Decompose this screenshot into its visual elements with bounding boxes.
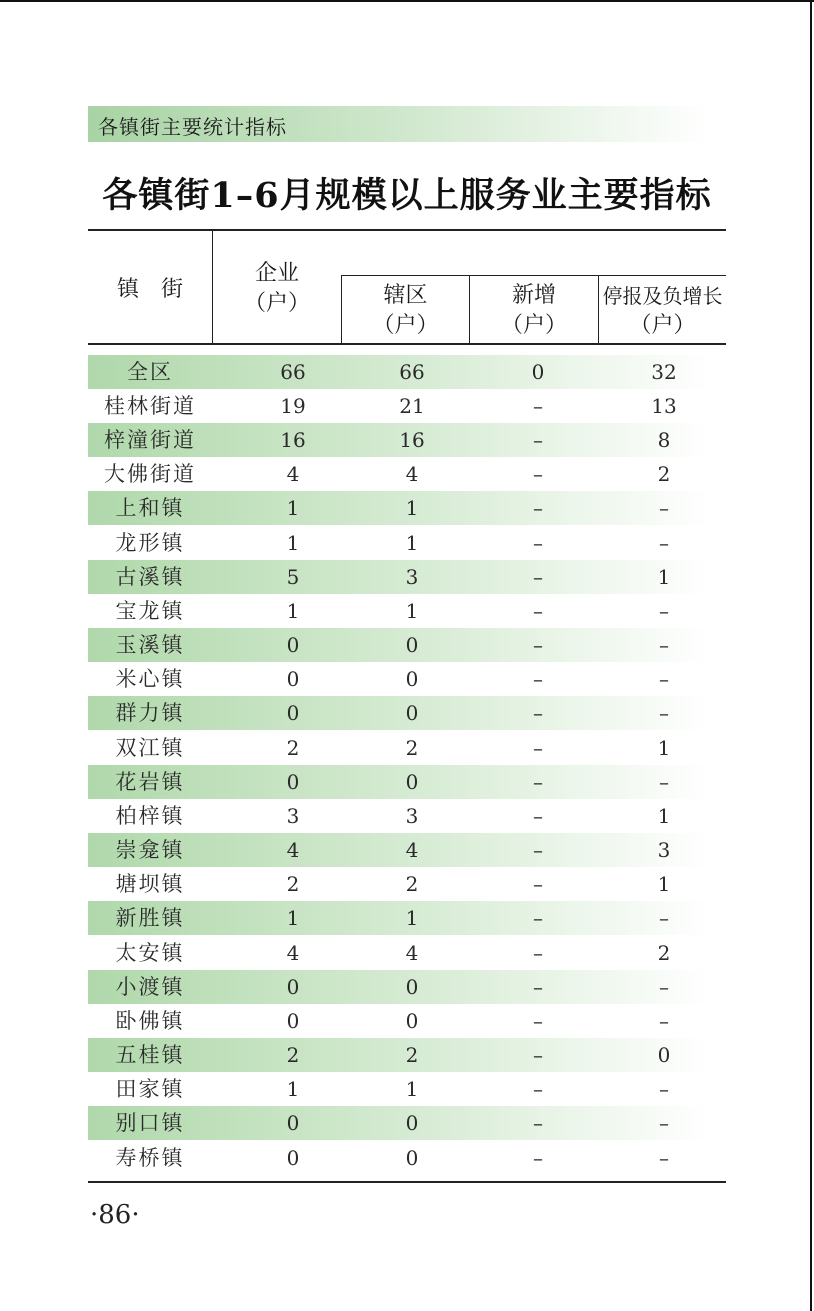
town-name: 田家镇 — [115, 1077, 185, 1101]
stopped-count: – — [659, 701, 669, 725]
town-name: 五桂镇 — [115, 1043, 185, 1067]
town-name: 桂林街道 — [104, 394, 196, 418]
town-name: 崇龛镇 — [115, 838, 185, 862]
district-count: 0 — [405, 1111, 419, 1135]
table-row — [88, 560, 710, 594]
town-name: 小渡镇 — [115, 975, 185, 999]
town-name: 塘坝镇 — [115, 872, 185, 896]
town-name: 玉溪镇 — [115, 633, 185, 657]
town-name: 全区 — [127, 360, 173, 384]
table-row — [88, 355, 710, 389]
district-count: 1 — [405, 599, 419, 623]
table-row — [88, 799, 710, 833]
page-top-border — [0, 0, 814, 2]
new-count: – — [533, 1077, 543, 1101]
stopped-count: – — [659, 599, 669, 623]
district-count: 0 — [405, 1146, 419, 1170]
stopped-count: 2 — [657, 941, 671, 965]
page-number: ·86· — [90, 1200, 140, 1230]
table-top-rule — [88, 229, 726, 231]
header-stopped-unit: （户） — [629, 313, 696, 338]
table-row — [88, 901, 710, 935]
header-new: 新增 — [511, 283, 556, 308]
town-name: 群力镇 — [115, 701, 185, 725]
district-count: 0 — [405, 633, 419, 657]
district-count: 0 — [405, 667, 419, 691]
table-row — [88, 423, 710, 457]
district-count: 0 — [405, 975, 419, 999]
enterprise-count: 0 — [286, 701, 300, 725]
table-row — [88, 833, 710, 867]
district-count: 2 — [405, 1043, 419, 1067]
stopped-count: – — [659, 975, 669, 999]
enterprise-count: 1 — [286, 496, 300, 520]
town-name: 梓潼街道 — [104, 428, 196, 452]
table-row — [88, 662, 710, 696]
section-header-band — [88, 106, 710, 142]
header-town: 镇 街 — [116, 277, 183, 302]
new-count: – — [533, 565, 543, 589]
table-row — [88, 1072, 710, 1106]
new-count: – — [533, 838, 543, 862]
district-count: 1 — [405, 531, 419, 555]
new-count: – — [533, 667, 543, 691]
new-count: – — [533, 1043, 543, 1067]
stopped-count: 0 — [657, 1043, 671, 1067]
stopped-count: – — [659, 906, 669, 930]
stopped-count: 1 — [657, 736, 671, 760]
district-count: 2 — [405, 872, 419, 896]
enterprise-count: 1 — [286, 1077, 300, 1101]
town-name: 柏梓镇 — [115, 804, 185, 828]
district-count: 0 — [405, 770, 419, 794]
enterprise-count: 16 — [280, 428, 306, 452]
enterprise-count: 0 — [286, 975, 300, 999]
table-row — [88, 491, 710, 525]
header-district-unit: （户） — [372, 313, 439, 338]
enterprise-count: 0 — [286, 633, 300, 657]
table-row — [88, 765, 710, 799]
stopped-count: 32 — [651, 360, 677, 384]
enterprise-count: 0 — [286, 770, 300, 794]
new-count: – — [533, 394, 543, 418]
district-count: 4 — [405, 462, 419, 486]
enterprise-count: 5 — [286, 565, 300, 589]
town-name: 卧佛镇 — [115, 1009, 185, 1033]
stopped-count: – — [659, 770, 669, 794]
town-name: 古溪镇 — [115, 565, 185, 589]
new-count: – — [533, 906, 543, 930]
table-row — [88, 1038, 710, 1072]
stopped-count: – — [659, 1146, 669, 1170]
enterprise-count: 0 — [286, 1009, 300, 1033]
district-count: 66 — [399, 360, 425, 384]
stopped-count: – — [659, 1111, 669, 1135]
enterprise-count: 2 — [286, 736, 300, 760]
stopped-count: 2 — [657, 462, 671, 486]
district-count: 16 — [399, 428, 425, 452]
enterprise-count: 1 — [286, 906, 300, 930]
subheader-rule — [341, 275, 726, 276]
town-name: 寿桥镇 — [115, 1146, 185, 1170]
new-count: – — [533, 975, 543, 999]
town-name: 双江镇 — [115, 736, 185, 760]
district-count: 3 — [405, 565, 419, 589]
town-name: 上和镇 — [115, 496, 185, 520]
town-name: 花岩镇 — [115, 770, 185, 794]
header-enterprise: 企业 — [254, 261, 299, 286]
table-row — [88, 1106, 710, 1140]
stopped-count: 1 — [657, 804, 671, 828]
enterprise-count: 1 — [286, 599, 300, 623]
district-count: 1 — [405, 906, 419, 930]
district-count: 1 — [405, 1077, 419, 1101]
new-count: – — [533, 1009, 543, 1033]
district-count: 0 — [405, 701, 419, 725]
table-row — [88, 457, 710, 491]
stopped-count: 1 — [657, 872, 671, 896]
town-name: 宝龙镇 — [115, 599, 185, 623]
table-bottom-rule — [88, 1181, 726, 1183]
stopped-count: – — [659, 667, 669, 691]
district-count: 3 — [405, 804, 419, 828]
table-row — [88, 1004, 710, 1038]
town-name: 米心镇 — [115, 667, 185, 691]
town-name: 大佛街道 — [104, 462, 196, 486]
enterprise-count: 0 — [286, 1146, 300, 1170]
table-row — [88, 389, 710, 423]
new-count: – — [533, 633, 543, 657]
district-count: 4 — [405, 941, 419, 965]
enterprise-count: 0 — [286, 667, 300, 691]
table-row — [88, 628, 710, 662]
district-count: 1 — [405, 496, 419, 520]
stopped-count: 3 — [657, 838, 671, 862]
town-name: 龙形镇 — [115, 531, 185, 555]
stopped-count: – — [659, 496, 669, 520]
stopped-count: 8 — [657, 428, 671, 452]
table-row — [88, 594, 710, 628]
enterprise-count: 0 — [286, 1111, 300, 1135]
new-count: – — [533, 531, 543, 555]
table-row — [88, 526, 710, 560]
enterprise-count: 19 — [280, 394, 306, 418]
town-name: 太安镇 — [115, 941, 185, 965]
enterprise-count: 66 — [280, 360, 306, 384]
district-count: 4 — [405, 838, 419, 862]
new-count: – — [533, 872, 543, 896]
stopped-count: – — [659, 633, 669, 657]
table-row — [88, 1141, 710, 1175]
district-count: 0 — [405, 1009, 419, 1033]
stopped-count: 1 — [657, 565, 671, 589]
new-count: – — [533, 736, 543, 760]
new-count: 0 — [531, 360, 545, 384]
new-count: – — [533, 770, 543, 794]
enterprise-count: 4 — [286, 838, 300, 862]
town-name: 新胜镇 — [115, 906, 185, 930]
new-count: – — [533, 941, 543, 965]
table-row — [88, 867, 710, 901]
table-row — [88, 731, 710, 765]
new-count: – — [533, 462, 543, 486]
new-count: – — [533, 804, 543, 828]
district-count: 2 — [405, 736, 419, 760]
stopped-count: – — [659, 1009, 669, 1033]
enterprise-count: 1 — [286, 531, 300, 555]
table-row — [88, 970, 710, 1004]
new-count: – — [533, 496, 543, 520]
enterprise-count: 4 — [286, 462, 300, 486]
enterprise-count: 2 — [286, 1043, 300, 1067]
enterprise-count: 2 — [286, 872, 300, 896]
new-count: – — [533, 1111, 543, 1135]
header-enterprise-unit: （户） — [243, 291, 310, 316]
table-title: 各镇街1–6月规模以上服务业主要指标 — [102, 175, 712, 216]
header-bottom-rule — [88, 343, 726, 345]
new-count: – — [533, 1146, 543, 1170]
header-stopped: 停报及负增长 — [602, 284, 723, 308]
district-count: 21 — [399, 394, 425, 418]
section-label: 各镇街主要统计指标 — [98, 115, 287, 139]
new-count: – — [533, 701, 543, 725]
enterprise-count: 3 — [286, 804, 300, 828]
header-district: 辖区 — [383, 283, 428, 308]
enterprise-count: 4 — [286, 941, 300, 965]
table-row — [88, 936, 710, 970]
table-row — [88, 696, 710, 730]
stopped-count: – — [659, 531, 669, 555]
new-count: – — [533, 599, 543, 623]
stopped-count: 13 — [651, 394, 677, 418]
header-new-unit: （户） — [500, 313, 567, 338]
new-count: – — [533, 428, 543, 452]
town-name: 别口镇 — [115, 1111, 185, 1135]
stopped-count: – — [659, 1077, 669, 1101]
